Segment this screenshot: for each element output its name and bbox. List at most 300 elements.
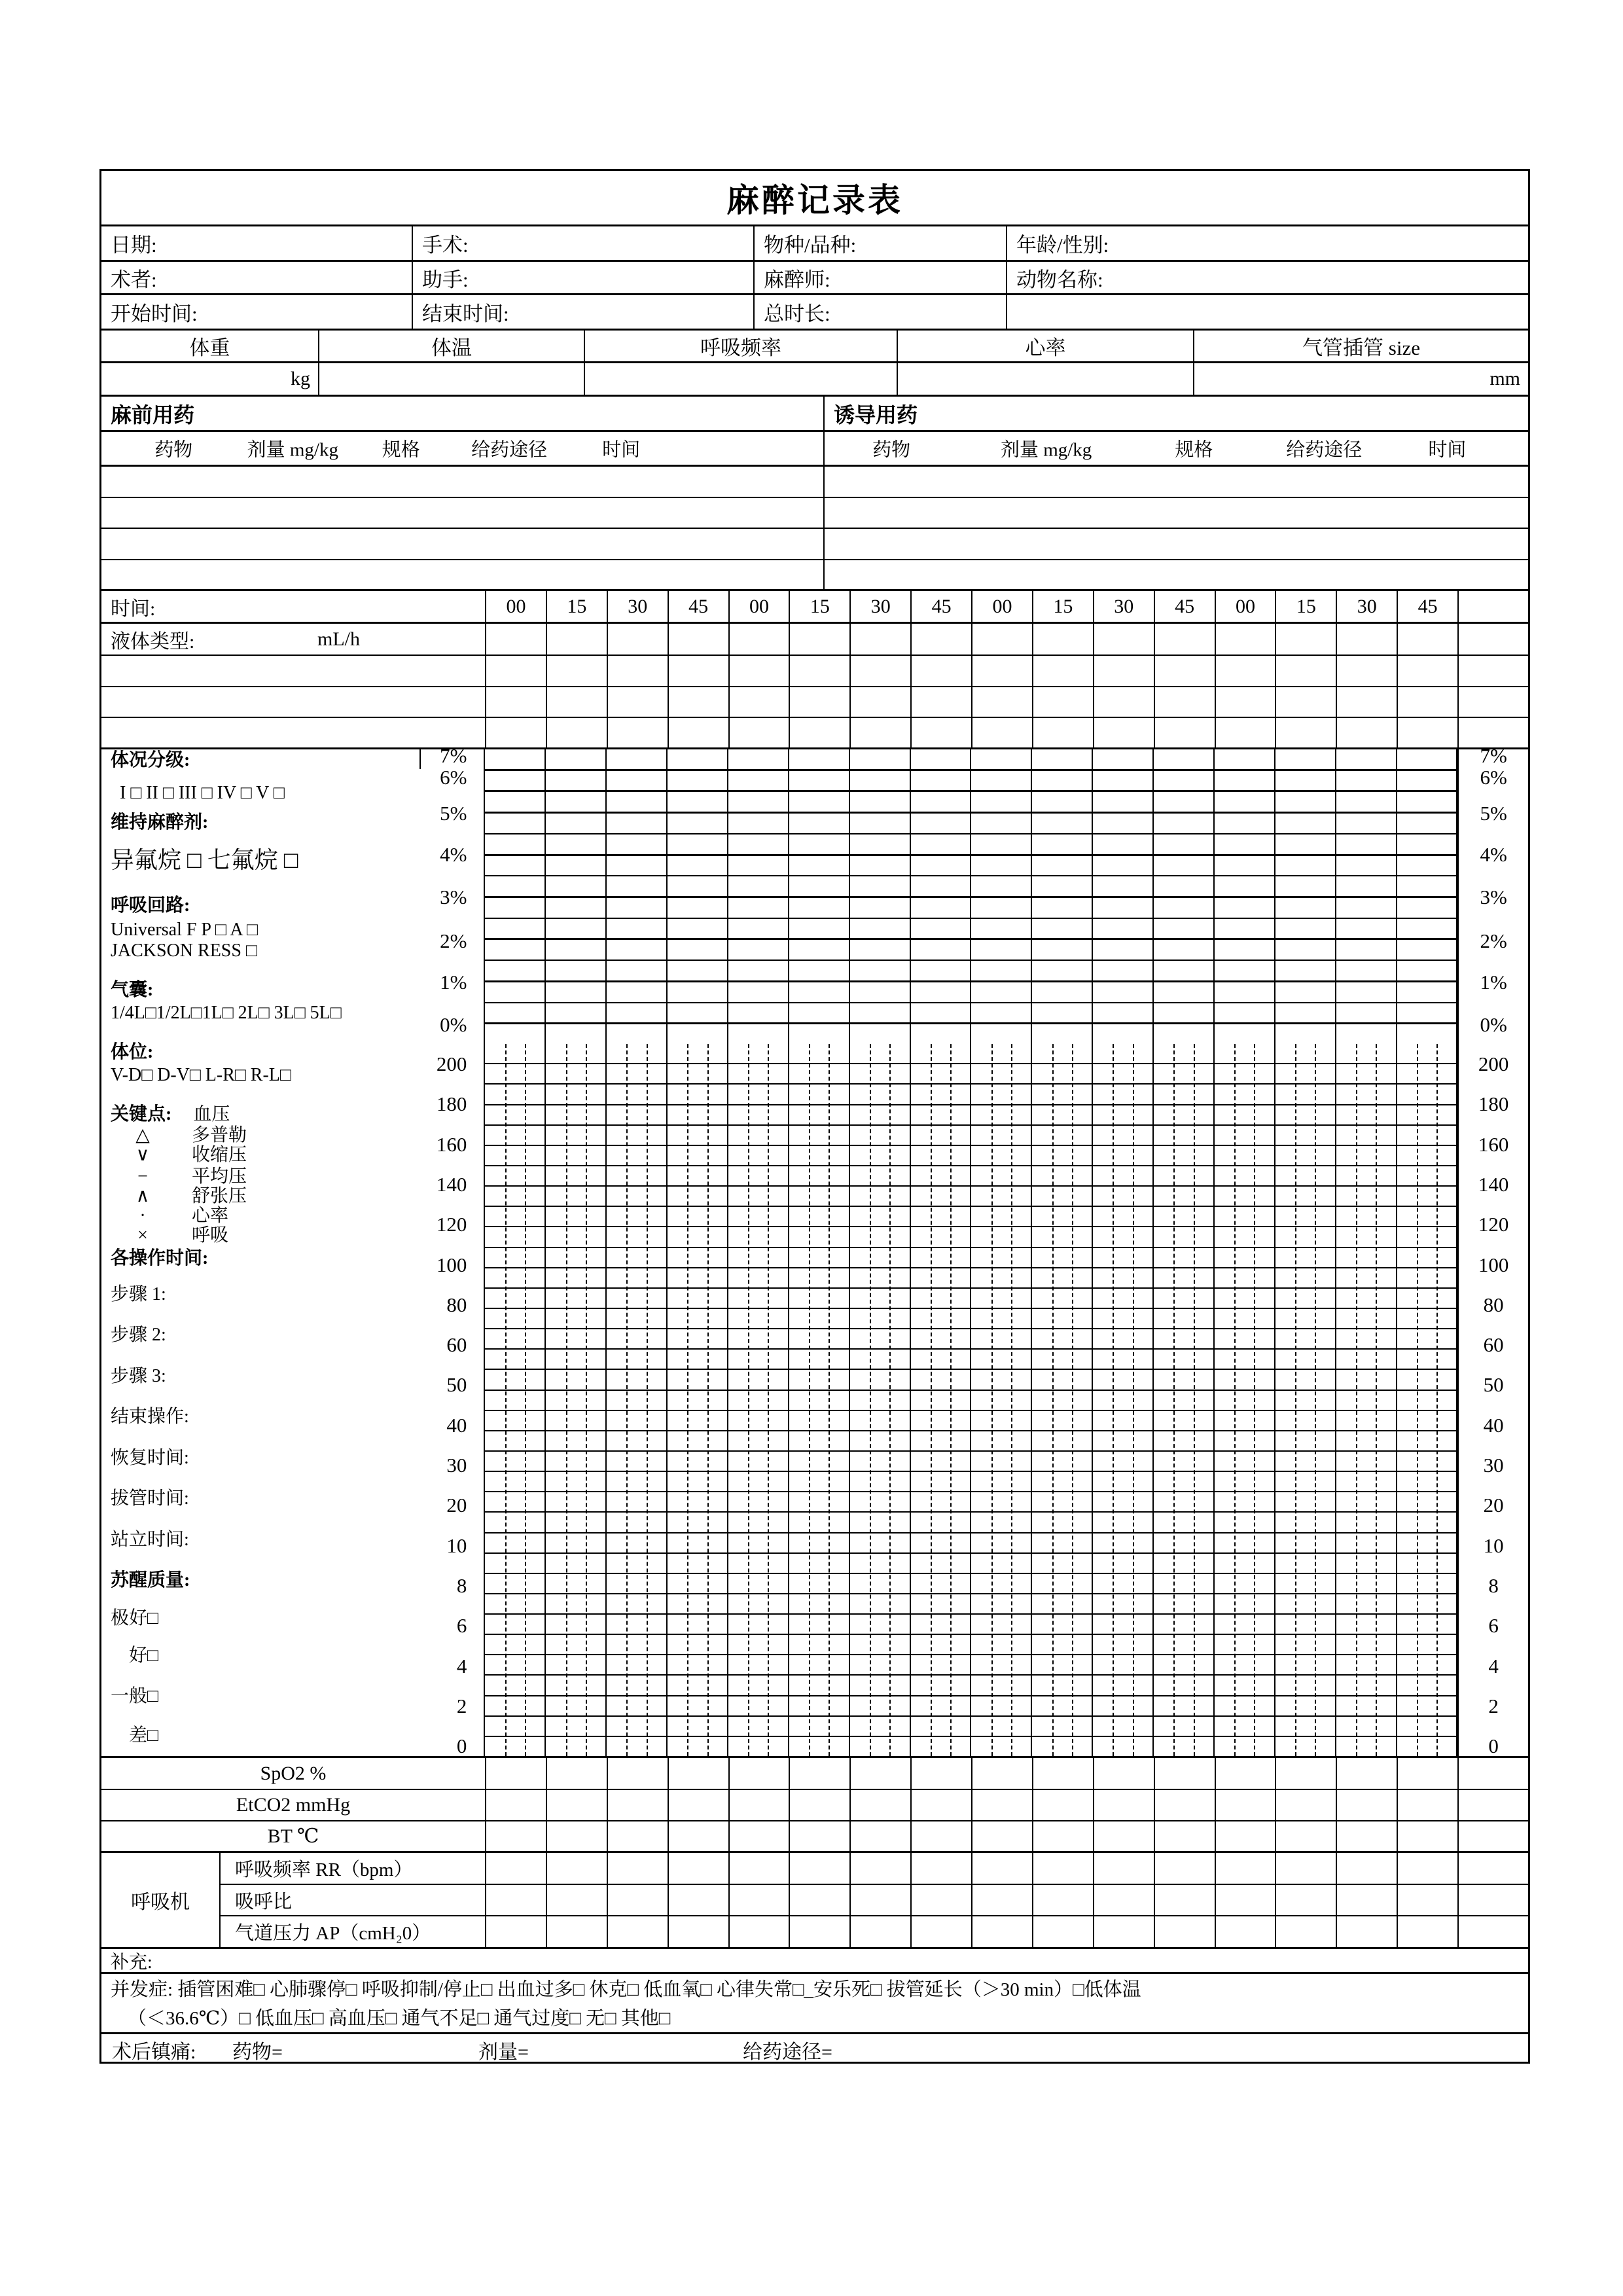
grid-cell[interactable] xyxy=(912,1916,972,1947)
grid-cell[interactable] xyxy=(1216,1758,1277,1789)
grid-cell[interactable] xyxy=(669,1853,730,1884)
grid-cell[interactable] xyxy=(1155,1790,1216,1820)
grid-cell[interactable] xyxy=(912,1821,972,1851)
grid-cell[interactable] xyxy=(1155,656,1216,686)
percent-grid-row xyxy=(485,940,1457,961)
medication-row xyxy=(101,467,1528,498)
grid-cell[interactable] xyxy=(1398,687,1459,717)
grid-cell[interactable] xyxy=(1398,1853,1459,1884)
ventilator-rr-end-cell[interactable] xyxy=(1459,1853,1528,1884)
grid-cell[interactable] xyxy=(730,1885,791,1916)
air-bag-checkboxes[interactable]: 1/4L□1/2L□1L□ 2L□ 3L□ 5L□ xyxy=(111,1003,342,1023)
step1-field[interactable]: 步骤 1: xyxy=(111,1284,166,1304)
grid-cell[interactable] xyxy=(1216,1821,1277,1851)
bt-end-cell[interactable] xyxy=(1459,1821,1528,1851)
grid-cell[interactable] xyxy=(1337,1790,1398,1820)
infusion-row xyxy=(101,687,1528,718)
grid-cell[interactable] xyxy=(1216,656,1277,686)
grid-cell[interactable] xyxy=(669,1916,730,1947)
time-tick-cell[interactable]: 00 xyxy=(730,591,791,622)
bt-row xyxy=(101,1821,1528,1853)
grid-cell[interactable] xyxy=(1337,656,1398,686)
numeric-grid-row xyxy=(485,1146,1457,1166)
time-tick-cell[interactable]: 15 xyxy=(1276,591,1337,622)
time-tick-cell[interactable]: 00 xyxy=(1216,591,1277,622)
numeric-grid-row xyxy=(485,1513,1457,1533)
grid-cell[interactable] xyxy=(608,1885,669,1916)
grid-cell[interactable] xyxy=(486,718,547,747)
grid-cell[interactable] xyxy=(1033,1758,1094,1789)
medication-title-row xyxy=(101,397,1528,432)
numeric-axis-label: 80 xyxy=(446,1293,467,1316)
supplement-row[interactable] xyxy=(101,1949,1528,1974)
grid-cell[interactable] xyxy=(1094,1821,1155,1851)
triangle-up-icon: △ xyxy=(135,1125,150,1145)
grid-cell[interactable] xyxy=(1337,1758,1398,1789)
grid-cell[interactable] xyxy=(851,1885,912,1916)
grid-cell[interactable] xyxy=(608,624,669,655)
grid-cell[interactable] xyxy=(1155,718,1216,747)
grid-cell[interactable] xyxy=(1398,624,1459,655)
grid-cell[interactable] xyxy=(851,1790,912,1820)
grid-cell[interactable] xyxy=(1094,656,1155,686)
grid-cell[interactable] xyxy=(790,1790,851,1820)
grid-cell[interactable] xyxy=(1033,624,1094,655)
ventilator-ie-row xyxy=(221,1885,1528,1917)
time-tick-cell[interactable]: 30 xyxy=(1337,591,1398,622)
grid-cell[interactable] xyxy=(1337,687,1398,717)
ventilator-rr-cells xyxy=(486,1853,1459,1884)
time-tick-cell[interactable]: 00 xyxy=(486,591,547,622)
grid-cell[interactable] xyxy=(547,656,608,686)
analgesia-dose-field[interactable]: 剂量= xyxy=(478,2041,529,2063)
induction-col-spec: 规格 xyxy=(1175,439,1213,461)
grid-cell[interactable] xyxy=(608,687,669,717)
time-tick-cell[interactable]: 45 xyxy=(912,591,972,622)
grid-cell[interactable] xyxy=(972,718,1033,747)
grid-cell[interactable] xyxy=(730,1790,791,1820)
recovery-time-field[interactable]: 恢复时间: xyxy=(111,1448,189,1468)
numeric-axis-label: 30 xyxy=(1483,1454,1504,1477)
grid-cell[interactable] xyxy=(1398,1790,1459,1820)
grid-cell[interactable] xyxy=(730,687,791,717)
grid-cell[interactable] xyxy=(1216,718,1277,747)
grid-cell[interactable] xyxy=(912,624,972,655)
grid-cell[interactable] xyxy=(1216,1853,1277,1884)
grid-cell[interactable] xyxy=(851,687,912,717)
species-field[interactable]: 物种/品种: xyxy=(755,226,1007,260)
time-tick-cell[interactable]: 30 xyxy=(608,591,669,622)
grid-cell[interactable] xyxy=(912,718,972,747)
supplement-label: 补充: xyxy=(111,1952,152,1973)
numeric-axis-label: 10 xyxy=(1483,1534,1504,1557)
complications-line2-checkboxes[interactable]: （＜36.6℃）□ 低血压□ 高血压□ 通气不足□ 通气过度□ 无□ 其他□ xyxy=(128,2008,671,2029)
grid-cell[interactable] xyxy=(1216,1885,1277,1916)
grid-cell[interactable] xyxy=(1033,656,1094,686)
grid-cell[interactable] xyxy=(669,1821,730,1851)
percent-grid-row xyxy=(485,1024,1457,1044)
grid-cell[interactable] xyxy=(1398,656,1459,686)
grid-cell[interactable] xyxy=(486,1916,547,1947)
fluid-end-cell[interactable] xyxy=(1459,624,1528,655)
grid-cell[interactable] xyxy=(1155,1853,1216,1884)
grid-cell[interactable] xyxy=(1398,1821,1459,1851)
grid-cell[interactable] xyxy=(608,718,669,747)
time-tick-cell[interactable]: 45 xyxy=(1155,591,1216,622)
grid-cell[interactable] xyxy=(1337,1885,1398,1916)
time-tick-cell[interactable]: 45 xyxy=(1398,591,1459,622)
chart-grid[interactable] xyxy=(485,749,1459,1756)
grid-cell[interactable] xyxy=(1155,687,1216,717)
grid-cell[interactable] xyxy=(1337,624,1398,655)
start-time-field[interactable]: 开始时间: xyxy=(101,295,413,329)
grid-cell[interactable] xyxy=(972,1821,1033,1851)
grid-cell[interactable] xyxy=(486,1821,547,1851)
grid-cell[interactable] xyxy=(669,1758,730,1789)
total-duration-field[interactable]: 总时长: xyxy=(755,295,1007,329)
circuit-universal-checkboxes[interactable]: Universal F P □ A □ xyxy=(111,920,258,940)
grid-cell[interactable] xyxy=(547,1758,608,1789)
date-field[interactable]: 日期: xyxy=(101,226,413,260)
time-tick-cell[interactable]: 15 xyxy=(790,591,851,622)
grid-cell[interactable] xyxy=(972,1853,1033,1884)
grid-cell[interactable] xyxy=(1276,624,1337,655)
grid-cell[interactable] xyxy=(1155,624,1216,655)
respiratory-rate-value-cell[interactable] xyxy=(585,363,898,395)
recovery-poor-checkbox[interactable]: 差□ xyxy=(129,1725,158,1746)
premed-entry-cell[interactable] xyxy=(101,560,825,589)
page-title: 麻醉记录表 xyxy=(726,182,903,219)
grid-cell[interactable] xyxy=(486,1885,547,1916)
numeric-grid-row xyxy=(485,1615,1457,1635)
grid-cell[interactable] xyxy=(1033,687,1094,717)
numeric-axis-label: 140 xyxy=(1478,1172,1509,1196)
grid-cell[interactable] xyxy=(1276,1916,1337,1947)
infusion-end-cell[interactable] xyxy=(1459,687,1528,717)
premed-entry-cell[interactable] xyxy=(101,529,825,559)
numeric-axis-label: 20 xyxy=(446,1494,467,1517)
grid-cell[interactable] xyxy=(547,687,608,717)
grid-cell[interactable] xyxy=(486,687,547,717)
grid-cell[interactable] xyxy=(1398,1885,1459,1916)
grid-cell[interactable] xyxy=(1155,1885,1216,1916)
grid-cell[interactable] xyxy=(1216,624,1277,655)
heart-rate-value-cell[interactable] xyxy=(898,363,1194,395)
grid-cell[interactable] xyxy=(851,1821,912,1851)
percent-grid-row xyxy=(485,771,1457,793)
induction-entry-cell[interactable] xyxy=(825,560,1528,589)
condition-grade-label: 体况分级: xyxy=(111,750,190,770)
ventilator-rr-row xyxy=(221,1853,1528,1885)
time-tick-cell[interactable]: 00 xyxy=(972,591,1033,622)
grid-cell[interactable] xyxy=(1094,687,1155,717)
standing-time-field[interactable]: 站立时间: xyxy=(111,1530,189,1550)
grid-cell[interactable] xyxy=(730,624,791,655)
recovery-excellent-checkbox[interactable]: 极好□ xyxy=(111,1608,158,1628)
time-tick-cell[interactable]: 45 xyxy=(669,591,730,622)
numeric-axis-label: 140 xyxy=(436,1172,467,1196)
complications-line1-checkboxes[interactable]: 并发症: 插管困难□ 心肺骤停□ 呼吸抑制/停止□ 出血过多□ 休克□ 低血氧□ 心律失常□_安乐死□ 拔管延长（＞30 min）□低体温 xyxy=(111,1979,1141,2000)
grid-cell[interactable] xyxy=(486,624,547,655)
grid-cell[interactable] xyxy=(1276,1758,1337,1789)
infusion-cells xyxy=(486,718,1459,747)
numeric-axis-label: 0 xyxy=(456,1734,467,1758)
numeric-grid-row xyxy=(485,1534,1457,1554)
time-tick-cell[interactable]: 15 xyxy=(1033,591,1094,622)
grid-cell[interactable] xyxy=(972,1758,1033,1789)
time-tick-cell[interactable]: 30 xyxy=(851,591,912,622)
grid-cell[interactable] xyxy=(730,718,791,747)
percent-axis-label: 6% xyxy=(1480,766,1507,789)
step2-field[interactable]: 步骤 2: xyxy=(111,1325,166,1345)
grid-cell[interactable] xyxy=(1337,1916,1398,1947)
numeric-axis-label: 8 xyxy=(456,1573,467,1597)
numeric-grid-row xyxy=(485,1248,1457,1268)
grid-cell[interactable] xyxy=(1276,656,1337,686)
grid-cell[interactable] xyxy=(912,1885,972,1916)
numeric-grid-row xyxy=(485,1105,1457,1126)
grid-cell[interactable] xyxy=(851,1758,912,1789)
grid-cell[interactable] xyxy=(912,1758,972,1789)
percent-grid-row xyxy=(485,898,1457,919)
age-sex-field[interactable]: 年龄/性别: xyxy=(1016,234,1109,257)
end-operation-field[interactable]: 结束操作: xyxy=(111,1407,189,1427)
grid-cell[interactable] xyxy=(912,656,972,686)
grid-cell[interactable] xyxy=(547,1885,608,1916)
grid-cell[interactable] xyxy=(608,1821,669,1851)
anesthetist-field[interactable]: 麻醉师: xyxy=(755,262,1007,293)
body-position-checkboxes[interactable]: V-D□ D-V□ L-R□ R-L□ xyxy=(111,1065,291,1085)
weight-header: 体重 xyxy=(101,331,319,361)
grid-cell[interactable] xyxy=(1033,1916,1094,1947)
ventilator-ap-end-cell[interactable] xyxy=(1459,1916,1528,1947)
numeric-axis-label: 4 xyxy=(456,1654,467,1677)
infusion-end-cell[interactable] xyxy=(1459,718,1528,747)
grid-cell[interactable] xyxy=(1276,1821,1337,1851)
grid-cell[interactable] xyxy=(547,1916,608,1947)
induction-entry-cell[interactable] xyxy=(825,467,1528,497)
grid-cell[interactable] xyxy=(790,1758,851,1789)
grid-cell[interactable] xyxy=(1398,718,1459,747)
grid-cell[interactable] xyxy=(851,1916,912,1947)
grid-cell[interactable] xyxy=(1033,718,1094,747)
circuit-jackson-checkbox[interactable]: JACKSON RESS □ xyxy=(111,941,257,961)
surgery-field[interactable]: 手术: xyxy=(413,226,755,260)
premed-col-drug: 药物 xyxy=(154,439,193,461)
grid-cell[interactable] xyxy=(1094,1758,1155,1789)
recovery-fair-checkbox[interactable]: 一般□ xyxy=(111,1686,158,1706)
grid-cell[interactable] xyxy=(608,656,669,686)
induction-entry-cell[interactable] xyxy=(825,498,1528,528)
infusion-row xyxy=(101,718,1528,749)
grid-cell[interactable] xyxy=(1155,1821,1216,1851)
temperature-value-cell[interactable] xyxy=(319,363,585,395)
animal-name-field[interactable]: 动物名称: xyxy=(1016,268,1103,291)
grid-cell[interactable] xyxy=(1276,1853,1337,1884)
grid-cell[interactable] xyxy=(1033,1853,1094,1884)
condition-grade-checkboxes[interactable]: I □ II □ III □ IV □ V □ xyxy=(120,783,285,803)
grid-cell[interactable] xyxy=(669,718,730,747)
grid-cell[interactable] xyxy=(669,656,730,686)
chart-sidebar xyxy=(101,744,485,1758)
grid-cell[interactable] xyxy=(972,1885,1033,1916)
grid-cell[interactable] xyxy=(730,1916,791,1947)
percent-axis-label: 1% xyxy=(440,971,467,994)
premed-title: 麻前用药 xyxy=(101,397,825,430)
grid-cell[interactable] xyxy=(972,687,1033,717)
grid-cell[interactable] xyxy=(972,624,1033,655)
grid-cell[interactable] xyxy=(972,656,1033,686)
grid-cell[interactable] xyxy=(790,718,851,747)
grid-cell[interactable] xyxy=(851,624,912,655)
grid-cell[interactable] xyxy=(486,1790,547,1820)
premed-entry-cell[interactable] xyxy=(101,467,825,497)
et-tube-size-value-cell[interactable]: mm xyxy=(1489,368,1520,389)
time-tick-cell[interactable]: 15 xyxy=(547,591,608,622)
grid-cell[interactable] xyxy=(1216,1790,1277,1820)
grid-cell[interactable] xyxy=(1155,1758,1216,1789)
grid-cell[interactable] xyxy=(790,1885,851,1916)
info-row-1 xyxy=(101,226,1528,262)
grid-cell[interactable] xyxy=(851,656,912,686)
grid-cell[interactable] xyxy=(790,656,851,686)
grid-cell[interactable] xyxy=(1033,1821,1094,1851)
grid-cell[interactable] xyxy=(1398,1758,1459,1789)
grid-cell[interactable] xyxy=(912,687,972,717)
infusion-label-cell[interactable] xyxy=(101,687,486,717)
time-label: 时间: xyxy=(101,591,486,622)
grid-cell[interactable] xyxy=(790,624,851,655)
grid-cell[interactable] xyxy=(851,1853,912,1884)
analgesia-drug-field[interactable]: 药物= xyxy=(232,2041,283,2063)
grid-cell[interactable] xyxy=(912,1790,972,1820)
end-time-field[interactable]: 结束时间: xyxy=(413,295,755,329)
grid-cell[interactable] xyxy=(790,687,851,717)
grid-cell[interactable] xyxy=(1033,1885,1094,1916)
premed-columns xyxy=(101,432,825,465)
grid-cell[interactable] xyxy=(1337,1853,1398,1884)
grid-cell[interactable] xyxy=(1276,1885,1337,1916)
grid-cell[interactable] xyxy=(608,1790,669,1820)
spo2-end-cell[interactable] xyxy=(1459,1758,1528,1789)
grid-cell[interactable] xyxy=(1094,1790,1155,1820)
grid-cell[interactable] xyxy=(1216,1916,1277,1947)
grid-cell[interactable] xyxy=(547,1853,608,1884)
etco2-cells xyxy=(486,1790,1459,1820)
grid-cell[interactable] xyxy=(912,1853,972,1884)
grid-cell[interactable] xyxy=(669,687,730,717)
grid-cell[interactable] xyxy=(790,1853,851,1884)
surgeon-field[interactable]: 术者: xyxy=(101,262,413,293)
infusion-label-cell[interactable] xyxy=(101,656,486,686)
grid-cell[interactable] xyxy=(730,1758,791,1789)
etco2-end-cell[interactable] xyxy=(1459,1790,1528,1820)
grid-cell[interactable] xyxy=(547,718,608,747)
grid-cell[interactable] xyxy=(790,1821,851,1851)
grid-cell[interactable] xyxy=(669,1885,730,1916)
grid-cell[interactable] xyxy=(730,1821,791,1851)
percent-grid-row xyxy=(485,982,1457,1003)
analgesia-route-field[interactable]: 给药途径= xyxy=(743,2041,832,2063)
grid-cell[interactable] xyxy=(1094,718,1155,747)
grid-cell[interactable] xyxy=(1337,1821,1398,1851)
extubation-time-field[interactable]: 拔管时间: xyxy=(111,1488,189,1509)
grid-cell[interactable] xyxy=(486,656,547,686)
legend-doppler: △ 多普勒 xyxy=(125,1124,247,1147)
grid-cell[interactable] xyxy=(1398,1916,1459,1947)
numeric-axis-label: 6 xyxy=(1488,1614,1499,1638)
numeric-axis-label: 160 xyxy=(436,1132,467,1156)
grid-cell[interactable] xyxy=(547,1821,608,1851)
grid-cell[interactable] xyxy=(1033,1790,1094,1820)
grid-cell[interactable] xyxy=(1276,687,1337,717)
grid-cell[interactable] xyxy=(790,1916,851,1947)
bt-label: BT ℃ xyxy=(101,1821,486,1851)
numeric-axis-label: 160 xyxy=(1478,1132,1509,1156)
grid-cell[interactable] xyxy=(669,624,730,655)
numeric-axis-label: 20 xyxy=(1483,1494,1504,1517)
numeric-axis-label: 180 xyxy=(436,1092,467,1116)
grid-cell[interactable] xyxy=(547,624,608,655)
ventilator-ie-end-cell[interactable] xyxy=(1459,1885,1528,1916)
grid-cell[interactable] xyxy=(1155,1916,1216,1947)
grid-cell[interactable] xyxy=(1276,1790,1337,1820)
grid-cell[interactable] xyxy=(547,1790,608,1820)
recovery-good-checkbox[interactable]: 好□ xyxy=(129,1645,158,1666)
numeric-axis-label: 40 xyxy=(1483,1413,1504,1437)
ventilator-ap-row xyxy=(221,1916,1528,1947)
time-end-cell[interactable] xyxy=(1459,591,1528,622)
infusion-end-cell[interactable] xyxy=(1459,656,1528,686)
grid-cell[interactable] xyxy=(486,1758,547,1789)
grid-cell[interactable] xyxy=(730,1853,791,1884)
grid-cell[interactable] xyxy=(608,1916,669,1947)
weight-value-cell[interactable]: kg xyxy=(101,363,319,395)
grid-cell[interactable] xyxy=(608,1758,669,1789)
premed-col-spec: 规格 xyxy=(382,439,420,461)
time-tick-cell[interactable]: 30 xyxy=(1094,591,1155,622)
grid-cell[interactable] xyxy=(730,656,791,686)
step3-field[interactable]: 步骤 3: xyxy=(111,1366,166,1386)
etco2-label: EtCO2 mmHg xyxy=(101,1790,486,1820)
numeric-grid-row xyxy=(485,1492,1457,1513)
grid-cell[interactable] xyxy=(851,718,912,747)
grid-cell[interactable] xyxy=(1216,687,1277,717)
grid-cell[interactable] xyxy=(1337,718,1398,747)
grid-cell[interactable] xyxy=(1094,1853,1155,1884)
maintenance-anesthetic-checkboxes[interactable]: 异氟烷 □ 七氟烷 □ xyxy=(111,847,298,873)
grid-cell[interactable] xyxy=(1094,624,1155,655)
grid-cell[interactable] xyxy=(486,1853,547,1884)
ventilator-ap-label: 气道压力 AP（cmH₂0） xyxy=(221,1916,486,1947)
grid-cell[interactable] xyxy=(972,1790,1033,1820)
grid-cell[interactable] xyxy=(669,1790,730,1820)
numeric-axis-label: 6 xyxy=(456,1614,467,1638)
grid-cell[interactable] xyxy=(608,1853,669,1884)
grid-cell[interactable] xyxy=(1276,718,1337,747)
grid-cell[interactable] xyxy=(1094,1916,1155,1947)
ventilator-ap-cells xyxy=(486,1916,1459,1947)
left-axis-labels xyxy=(388,744,467,1758)
info-empty-cell[interactable] xyxy=(1007,295,1528,329)
operation-times-label: 各操作时间: xyxy=(111,1248,209,1268)
infusion-label-cell[interactable] xyxy=(101,718,486,747)
induction-entry-cell[interactable] xyxy=(825,529,1528,559)
premed-entry-cell[interactable] xyxy=(101,498,825,528)
grid-cell[interactable] xyxy=(972,1916,1033,1947)
assistant-field[interactable]: 助手: xyxy=(413,262,755,293)
grid-cell[interactable] xyxy=(1094,1885,1155,1916)
